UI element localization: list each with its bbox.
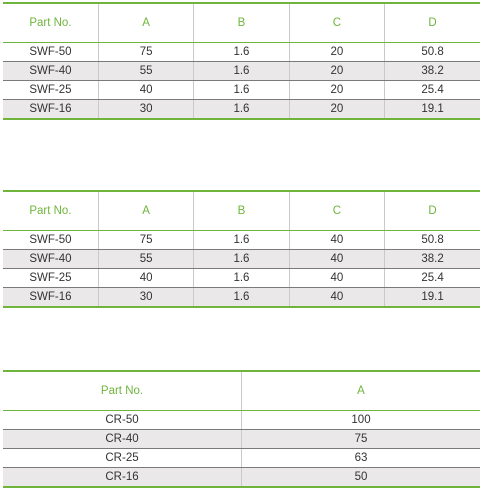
table-row bbox=[3, 231, 480, 250]
table-row bbox=[3, 250, 480, 269]
table-row bbox=[3, 430, 480, 449]
col-header-c: C bbox=[289, 3, 384, 43]
spec-table-cr bbox=[3, 370, 480, 488]
cell-a: 55 bbox=[98, 62, 193, 81]
cell-a: 30 bbox=[98, 288, 193, 308]
table-row bbox=[3, 43, 480, 62]
col-header-d: D bbox=[385, 3, 480, 43]
cell-part-no: SWF-50 bbox=[3, 43, 98, 62]
cell-part-no: CR-40 bbox=[3, 430, 242, 449]
cell-b: 1.6 bbox=[194, 269, 289, 288]
cell-a: 100 bbox=[242, 411, 481, 430]
cell-c: 40 bbox=[289, 231, 384, 250]
cell-b: 1.6 bbox=[194, 43, 289, 62]
col-header-d: D bbox=[385, 191, 480, 231]
cell-a: 50 bbox=[242, 468, 481, 488]
cell-part-no: CR-25 bbox=[3, 449, 242, 468]
cell-b: 1.6 bbox=[194, 250, 289, 269]
cell-part-no: SWF-40 bbox=[3, 62, 98, 81]
cell-a: 30 bbox=[98, 100, 193, 120]
cell-part-no: SWF-40 bbox=[3, 250, 98, 269]
cell-part-no: SWF-16 bbox=[3, 288, 98, 308]
cell-a: 40 bbox=[98, 269, 193, 288]
table-row bbox=[3, 468, 480, 488]
cell-part-no: CR-50 bbox=[3, 411, 242, 430]
cell-a: 63 bbox=[242, 449, 481, 468]
table-header-row bbox=[3, 191, 480, 231]
cell-b: 1.6 bbox=[194, 231, 289, 250]
col-header-c: C bbox=[289, 191, 384, 231]
table-row bbox=[3, 288, 480, 308]
cell-part-no: SWF-25 bbox=[3, 81, 98, 100]
table-header-row bbox=[3, 371, 480, 411]
table-row bbox=[3, 62, 480, 81]
spec-table-swf-20 bbox=[3, 2, 480, 120]
cell-a: 75 bbox=[98, 43, 193, 62]
cell-d: 38.2 bbox=[385, 62, 480, 81]
cell-d: 19.1 bbox=[385, 100, 480, 120]
cell-a: 55 bbox=[98, 250, 193, 269]
cell-b: 1.6 bbox=[194, 288, 289, 308]
cell-d: 50.8 bbox=[385, 43, 480, 62]
col-header-b: B bbox=[194, 3, 289, 43]
cell-part-no: SWF-25 bbox=[3, 269, 98, 288]
col-header-part-no: Part No. bbox=[3, 191, 98, 231]
spec-table-swf-40 bbox=[3, 190, 480, 308]
cell-c: 20 bbox=[289, 62, 384, 81]
cell-d: 38.2 bbox=[385, 250, 480, 269]
cell-d: 25.4 bbox=[385, 81, 480, 100]
cell-d: 19.1 bbox=[385, 288, 480, 308]
table-header-row bbox=[3, 3, 480, 43]
cell-c: 40 bbox=[289, 269, 384, 288]
cell-b: 1.6 bbox=[194, 81, 289, 100]
col-header-a: A bbox=[98, 3, 193, 43]
table-row bbox=[3, 411, 480, 430]
table-row bbox=[3, 449, 480, 468]
table-row bbox=[3, 269, 480, 288]
cell-c: 40 bbox=[289, 288, 384, 308]
cell-a: 75 bbox=[98, 231, 193, 250]
col-header-b: B bbox=[194, 191, 289, 231]
cell-d: 50.8 bbox=[385, 231, 480, 250]
cell-c: 20 bbox=[289, 100, 384, 120]
col-header-a: A bbox=[98, 191, 193, 231]
cell-c: 20 bbox=[289, 81, 384, 100]
cell-a: 40 bbox=[98, 81, 193, 100]
cell-c: 20 bbox=[289, 43, 384, 62]
cell-part-no: CR-16 bbox=[3, 468, 242, 488]
col-header-a: A bbox=[242, 371, 481, 411]
cell-part-no: SWF-50 bbox=[3, 231, 98, 250]
table-row bbox=[3, 100, 480, 120]
col-header-part-no: Part No. bbox=[3, 371, 242, 411]
cell-d: 25.4 bbox=[385, 269, 480, 288]
col-header-part-no: Part No. bbox=[3, 3, 98, 43]
cell-part-no: SWF-16 bbox=[3, 100, 98, 120]
cell-b: 1.6 bbox=[194, 100, 289, 120]
cell-b: 1.6 bbox=[194, 62, 289, 81]
table-row bbox=[3, 81, 480, 100]
cell-c: 40 bbox=[289, 250, 384, 269]
cell-a: 75 bbox=[242, 430, 481, 449]
